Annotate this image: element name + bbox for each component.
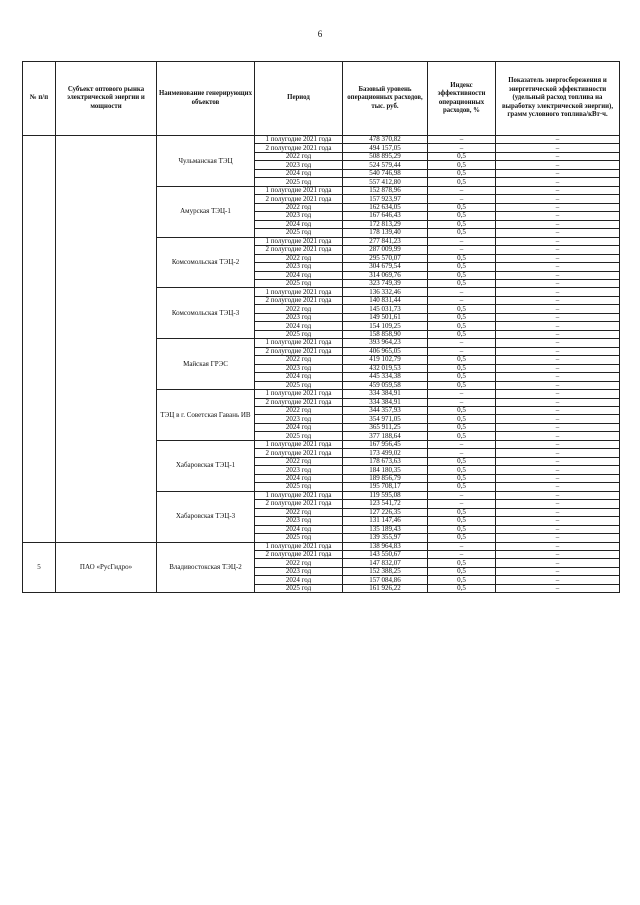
base-opex-cell: 406 965,05 xyxy=(343,347,428,355)
base-opex-cell: 139 355,97 xyxy=(343,534,428,542)
base-opex-cell: 158 858,90 xyxy=(343,330,428,338)
efficiency-index-cell: 0,5 xyxy=(428,271,496,279)
efficiency-index-cell: – xyxy=(428,440,496,448)
base-opex-cell: 149 501,61 xyxy=(343,313,428,321)
base-opex-cell: 162 634,05 xyxy=(343,203,428,211)
energy-indicator-cell: – xyxy=(496,474,620,482)
energy-indicator-cell: – xyxy=(496,576,620,584)
energy-indicator-cell: – xyxy=(496,161,620,169)
period-cell: 2024 год xyxy=(255,423,343,431)
efficiency-index-cell: 0,5 xyxy=(428,525,496,533)
base-opex-cell: 157 084,86 xyxy=(343,576,428,584)
energy-indicator-cell: – xyxy=(496,246,620,254)
energy-indicator-cell: – xyxy=(496,550,620,558)
base-opex-cell: 167 646,43 xyxy=(343,212,428,220)
efficiency-index-cell: – xyxy=(428,186,496,194)
table-row xyxy=(23,542,620,550)
base-opex-cell: 494 157,05 xyxy=(343,144,428,152)
generating-object-name: Хабаровская ТЭЦ-3 xyxy=(157,491,255,542)
efficiency-index-cell: 0,5 xyxy=(428,161,496,169)
period-cell: 1 полугодие 2021 года xyxy=(255,288,343,296)
period-cell: 2 полугодие 2021 года xyxy=(255,246,343,254)
base-opex-cell: 178 139,40 xyxy=(343,229,428,237)
period-cell: 2022 год xyxy=(255,407,343,415)
energy-indicator-cell: – xyxy=(496,542,620,550)
efficiency-index-cell: 0,5 xyxy=(428,178,496,186)
energy-indicator-cell: – xyxy=(496,136,620,144)
energy-indicator-cell: – xyxy=(496,203,620,211)
efficiency-index-cell: 0,5 xyxy=(428,305,496,313)
base-opex-cell: 157 923,97 xyxy=(343,195,428,203)
energy-indicator-cell: – xyxy=(496,567,620,575)
col-header-index: Индекс эффективности операционных расходов, % xyxy=(428,62,496,136)
col-header-subject: Субъект оптового рынка электрической энергии и мощности xyxy=(56,62,157,136)
base-opex-cell: 152 878,96 xyxy=(343,186,428,194)
generating-object-name: Хабаровская ТЭЦ-1 xyxy=(157,440,255,491)
col-header-num: № п/п xyxy=(23,62,56,136)
efficiency-index-cell: 0,5 xyxy=(428,466,496,474)
base-opex-cell: 136 332,46 xyxy=(343,288,428,296)
energy-indicator-cell: – xyxy=(496,423,620,431)
base-opex-cell: 127 226,35 xyxy=(343,508,428,516)
energy-indicator-cell: – xyxy=(496,237,620,245)
energy-indicator-cell: – xyxy=(496,347,620,355)
base-opex-cell: 172 813,29 xyxy=(343,220,428,228)
base-opex-cell: 334 384,91 xyxy=(343,390,428,398)
base-opex-cell: 478 370,82 xyxy=(343,136,428,144)
base-opex-cell: 173 499,02 xyxy=(343,449,428,457)
efficiency-index-cell: 0,5 xyxy=(428,212,496,220)
energy-indicator-cell: – xyxy=(496,500,620,508)
efficiency-index-cell: – xyxy=(428,296,496,304)
energy-indicator-cell: – xyxy=(496,152,620,160)
efficiency-index-cell: 0,5 xyxy=(428,584,496,592)
base-opex-cell: 135 189,43 xyxy=(343,525,428,533)
energy-indicator-cell: – xyxy=(496,330,620,338)
generating-object-name: Владивостокская ТЭЦ-2 xyxy=(157,542,255,593)
energy-indicator-cell: – xyxy=(496,398,620,406)
efficiency-index-cell: – xyxy=(428,288,496,296)
base-opex-cell: 354 971,05 xyxy=(343,415,428,423)
period-cell: 1 полугодие 2021 года xyxy=(255,390,343,398)
period-cell: 2024 год xyxy=(255,169,343,177)
energy-indicator-cell: – xyxy=(496,271,620,279)
energy-indicator-cell: – xyxy=(496,491,620,499)
efficiency-index-cell: 0,5 xyxy=(428,356,496,364)
efficiency-index-cell: 0,5 xyxy=(428,330,496,338)
efficiency-index-cell: 0,5 xyxy=(428,152,496,160)
base-opex-cell: 189 856,79 xyxy=(343,474,428,482)
efficiency-index-cell: – xyxy=(428,136,496,144)
efficiency-index-cell: 0,5 xyxy=(428,415,496,423)
efficiency-index-cell: – xyxy=(428,195,496,203)
base-opex-cell: 167 956,45 xyxy=(343,440,428,448)
base-opex-cell: 314 069,76 xyxy=(343,271,428,279)
base-opex-cell: 540 746,98 xyxy=(343,169,428,177)
efficiency-index-cell: 0,5 xyxy=(428,254,496,262)
generating-object-name: Чульманская ТЭЦ xyxy=(157,136,255,187)
period-cell: 2023 год xyxy=(255,517,343,525)
period-cell: 2 полугодие 2021 года xyxy=(255,500,343,508)
efficiency-index-cell: 0,5 xyxy=(428,229,496,237)
efficiency-index-cell: 0,5 xyxy=(428,373,496,381)
period-cell: 2022 год xyxy=(255,254,343,262)
energy-indicator-cell: – xyxy=(496,381,620,389)
energy-indicator-cell: – xyxy=(496,457,620,465)
efficiency-index-cell: 0,5 xyxy=(428,508,496,516)
period-cell: 2 полугодие 2021 года xyxy=(255,398,343,406)
table-row xyxy=(23,136,620,144)
period-cell: 1 полугодие 2021 года xyxy=(255,136,343,144)
efficiency-index-cell: 0,5 xyxy=(428,313,496,321)
base-opex-cell: 145 031,73 xyxy=(343,305,428,313)
period-cell: 2 полугодие 2021 года xyxy=(255,550,343,558)
energy-indicator-cell: – xyxy=(496,144,620,152)
period-cell: 2025 год xyxy=(255,483,343,491)
efficiency-index-cell: 0,5 xyxy=(428,364,496,372)
period-cell: 2025 год xyxy=(255,534,343,542)
efficiency-index-cell: – xyxy=(428,398,496,406)
period-cell: 2023 год xyxy=(255,466,343,474)
efficiency-index-cell: 0,5 xyxy=(428,423,496,431)
energy-indicator-cell: – xyxy=(496,449,620,457)
period-cell: 2025 год xyxy=(255,229,343,237)
energy-indicator-cell: – xyxy=(496,195,620,203)
period-cell: 2022 год xyxy=(255,356,343,364)
energy-indicator-cell: – xyxy=(496,584,620,592)
row-number: 5 xyxy=(23,542,56,593)
energy-indicator-cell: – xyxy=(496,415,620,423)
base-opex-cell: 334 384,91 xyxy=(343,398,428,406)
base-opex-cell: 295 570,07 xyxy=(343,254,428,262)
generating-object-name: ТЭЦ в г. Советская Гавань ИВ xyxy=(157,390,255,441)
base-opex-cell: 365 911,25 xyxy=(343,423,428,431)
base-opex-cell: 154 109,25 xyxy=(343,322,428,330)
period-cell: 2 полугодие 2021 года xyxy=(255,296,343,304)
energy-indicator-cell: – xyxy=(496,169,620,177)
efficiency-index-cell: 0,5 xyxy=(428,567,496,575)
efficiency-index-cell: – xyxy=(428,491,496,499)
efficiency-index-cell: 0,5 xyxy=(428,220,496,228)
period-cell: 2025 год xyxy=(255,381,343,389)
base-opex-cell: 184 180,35 xyxy=(343,466,428,474)
efficiency-index-cell: 0,5 xyxy=(428,263,496,271)
col-header-plant: Наименование генерирующих объектов xyxy=(157,62,255,136)
page-number: 6 xyxy=(317,29,323,39)
efficiency-index-cell: 0,5 xyxy=(428,203,496,211)
generating-object-name: Комсомольская ТЭЦ-3 xyxy=(157,288,255,339)
base-opex-cell: 287 009,99 xyxy=(343,246,428,254)
period-cell: 1 полугодие 2021 года xyxy=(255,339,343,347)
efficiency-index-cell: 0,5 xyxy=(428,407,496,415)
energy-indicator-cell: – xyxy=(496,186,620,194)
generating-object-name: Майская ГРЭС xyxy=(157,339,255,390)
energy-indicator-cell: – xyxy=(496,220,620,228)
period-cell: 1 полугодие 2021 года xyxy=(255,440,343,448)
energy-indicator-cell: – xyxy=(496,212,620,220)
period-cell: 2025 год xyxy=(255,178,343,186)
period-cell: 2022 год xyxy=(255,508,343,516)
period-cell: 2024 год xyxy=(255,525,343,533)
base-opex-cell: 161 926,22 xyxy=(343,584,428,592)
energy-indicator-cell: – xyxy=(496,508,620,516)
period-cell: 1 полугодие 2021 года xyxy=(255,491,343,499)
energy-indicator-cell: – xyxy=(496,534,620,542)
energy-indicator-cell: – xyxy=(496,483,620,491)
base-opex-cell: 419 102,79 xyxy=(343,356,428,364)
efficiency-index-cell: – xyxy=(428,542,496,550)
period-cell: 2025 год xyxy=(255,330,343,338)
period-cell: 2024 год xyxy=(255,576,343,584)
efficiency-index-cell: – xyxy=(428,500,496,508)
base-opex-cell: 140 831,44 xyxy=(343,296,428,304)
efficiency-index-cell: 0,5 xyxy=(428,517,496,525)
period-cell: 2 полугодие 2021 года xyxy=(255,195,343,203)
base-opex-cell: 459 059,58 xyxy=(343,381,428,389)
energy-indicator-cell: – xyxy=(496,440,620,448)
base-opex-cell: 123 541,72 xyxy=(343,500,428,508)
base-opex-cell: 178 673,63 xyxy=(343,457,428,465)
period-cell: 2022 год xyxy=(255,152,343,160)
row-number xyxy=(23,136,56,543)
period-cell: 2024 год xyxy=(255,373,343,381)
efficiency-index-cell: – xyxy=(428,449,496,457)
base-opex-cell: 131 147,46 xyxy=(343,517,428,525)
base-opex-cell: 323 749,39 xyxy=(343,279,428,287)
energy-indicator-cell: – xyxy=(496,356,620,364)
generating-object-name: Амурская ТЭЦ-1 xyxy=(157,186,255,237)
period-cell: 2025 год xyxy=(255,279,343,287)
base-opex-cell: 393 964,23 xyxy=(343,339,428,347)
period-cell: 2023 год xyxy=(255,415,343,423)
market-subject: ПАО «РусГидро» xyxy=(56,542,157,593)
efficiency-index-cell: 0,5 xyxy=(428,381,496,389)
energy-indicator-cell: – xyxy=(496,407,620,415)
base-opex-cell: 445 334,38 xyxy=(343,373,428,381)
efficiency-index-cell: – xyxy=(428,550,496,558)
efficiency-index-cell: 0,5 xyxy=(428,322,496,330)
period-cell: 2022 год xyxy=(255,457,343,465)
base-opex-cell: 277 841,23 xyxy=(343,237,428,245)
period-cell: 2022 год xyxy=(255,559,343,567)
energy-indicator-cell: – xyxy=(496,288,620,296)
header-row xyxy=(23,62,620,136)
efficiency-index-cell: 0,5 xyxy=(428,576,496,584)
market-subject xyxy=(56,136,157,543)
efficiency-index-cell: – xyxy=(428,246,496,254)
base-opex-cell: 557 412,80 xyxy=(343,178,428,186)
efficiency-index-cell: – xyxy=(428,339,496,347)
energy-indicator-cell: – xyxy=(496,322,620,330)
efficiency-index-cell: 0,5 xyxy=(428,559,496,567)
base-opex-cell: 119 595,08 xyxy=(343,491,428,499)
efficiency-index-cell: 0,5 xyxy=(428,483,496,491)
energy-indicator-cell: – xyxy=(496,432,620,440)
energy-indicator-cell: – xyxy=(496,296,620,304)
energy-indicator-cell: – xyxy=(496,339,620,347)
base-opex-cell: 147 832,07 xyxy=(343,559,428,567)
efficiency-index-cell: – xyxy=(428,237,496,245)
period-cell: 2 полугодие 2021 года xyxy=(255,449,343,457)
energy-indicator-cell: – xyxy=(496,517,620,525)
period-cell: 2022 год xyxy=(255,203,343,211)
period-cell: 2025 год xyxy=(255,584,343,592)
base-opex-cell: 344 357,93 xyxy=(343,407,428,415)
period-cell: 2023 год xyxy=(255,567,343,575)
energy-indicator-cell: – xyxy=(496,466,620,474)
period-cell: 2023 год xyxy=(255,161,343,169)
period-cell: 2 полугодие 2021 года xyxy=(255,144,343,152)
period-cell: 2023 год xyxy=(255,263,343,271)
efficiency-index-cell: 0,5 xyxy=(428,457,496,465)
base-opex-cell: 304 679,54 xyxy=(343,263,428,271)
base-opex-cell: 508 895,29 xyxy=(343,152,428,160)
energy-indicator-cell: – xyxy=(496,390,620,398)
energy-indicator-cell: – xyxy=(496,373,620,381)
energy-indicator-cell: – xyxy=(496,364,620,372)
period-cell: 2024 год xyxy=(255,220,343,228)
efficiency-index-cell: – xyxy=(428,347,496,355)
energy-indicator-cell: – xyxy=(496,254,620,262)
base-opex-cell: 524 579,44 xyxy=(343,161,428,169)
energy-indicator-cell: – xyxy=(496,229,620,237)
table-body xyxy=(23,136,620,593)
energy-indicator-cell: – xyxy=(496,559,620,567)
period-cell: 2023 год xyxy=(255,313,343,321)
base-opex-cell: 432 019,53 xyxy=(343,364,428,372)
energy-indicator-cell: – xyxy=(496,279,620,287)
period-cell: 1 полугодие 2021 года xyxy=(255,542,343,550)
base-opex-cell: 377 188,64 xyxy=(343,432,428,440)
energy-indicator-cell: – xyxy=(496,525,620,533)
base-opex-cell: 143 550,67 xyxy=(343,550,428,558)
period-cell: 2024 год xyxy=(255,271,343,279)
energy-indicator-cell: – xyxy=(496,313,620,321)
base-opex-cell: 152 388,25 xyxy=(343,567,428,575)
period-cell: 1 полугодие 2021 года xyxy=(255,186,343,194)
col-header-indicator: Показатель энергосбережения и энергетической эффективности (удельный расход топлива на выработку электрической энергии), грамм условного топлива/кВт·ч. xyxy=(496,62,620,136)
period-cell: 2024 год xyxy=(255,474,343,482)
efficiency-index-cell: – xyxy=(428,390,496,398)
period-cell: 2 полугодие 2021 года xyxy=(255,347,343,355)
period-cell: 2022 год xyxy=(255,305,343,313)
base-opex-cell: 195 708,17 xyxy=(343,483,428,491)
col-header-base: Базовый уровень операционных расходов, тыс. руб. xyxy=(343,62,428,136)
efficiency-index-cell: 0,5 xyxy=(428,169,496,177)
efficiency-index-cell: 0,5 xyxy=(428,534,496,542)
col-header-period: Период xyxy=(255,62,343,136)
energy-indicator-cell: – xyxy=(496,178,620,186)
energy-indicator-cell: – xyxy=(496,263,620,271)
period-cell: 2023 год xyxy=(255,364,343,372)
efficiency-index-cell: – xyxy=(428,144,496,152)
efficiency-index-cell: 0,5 xyxy=(428,474,496,482)
efficiency-index-cell: 0,5 xyxy=(428,432,496,440)
generating-object-name: Комсомольская ТЭЦ-2 xyxy=(157,237,255,288)
efficiency-index-cell: 0,5 xyxy=(428,279,496,287)
base-opex-cell: 138 964,83 xyxy=(343,542,428,550)
period-cell: 1 полугодие 2021 года xyxy=(255,237,343,245)
period-cell: 2025 год xyxy=(255,432,343,440)
opex-table xyxy=(22,61,620,593)
energy-indicator-cell: – xyxy=(496,305,620,313)
period-cell: 2023 год xyxy=(255,212,343,220)
period-cell: 2024 год xyxy=(255,322,343,330)
